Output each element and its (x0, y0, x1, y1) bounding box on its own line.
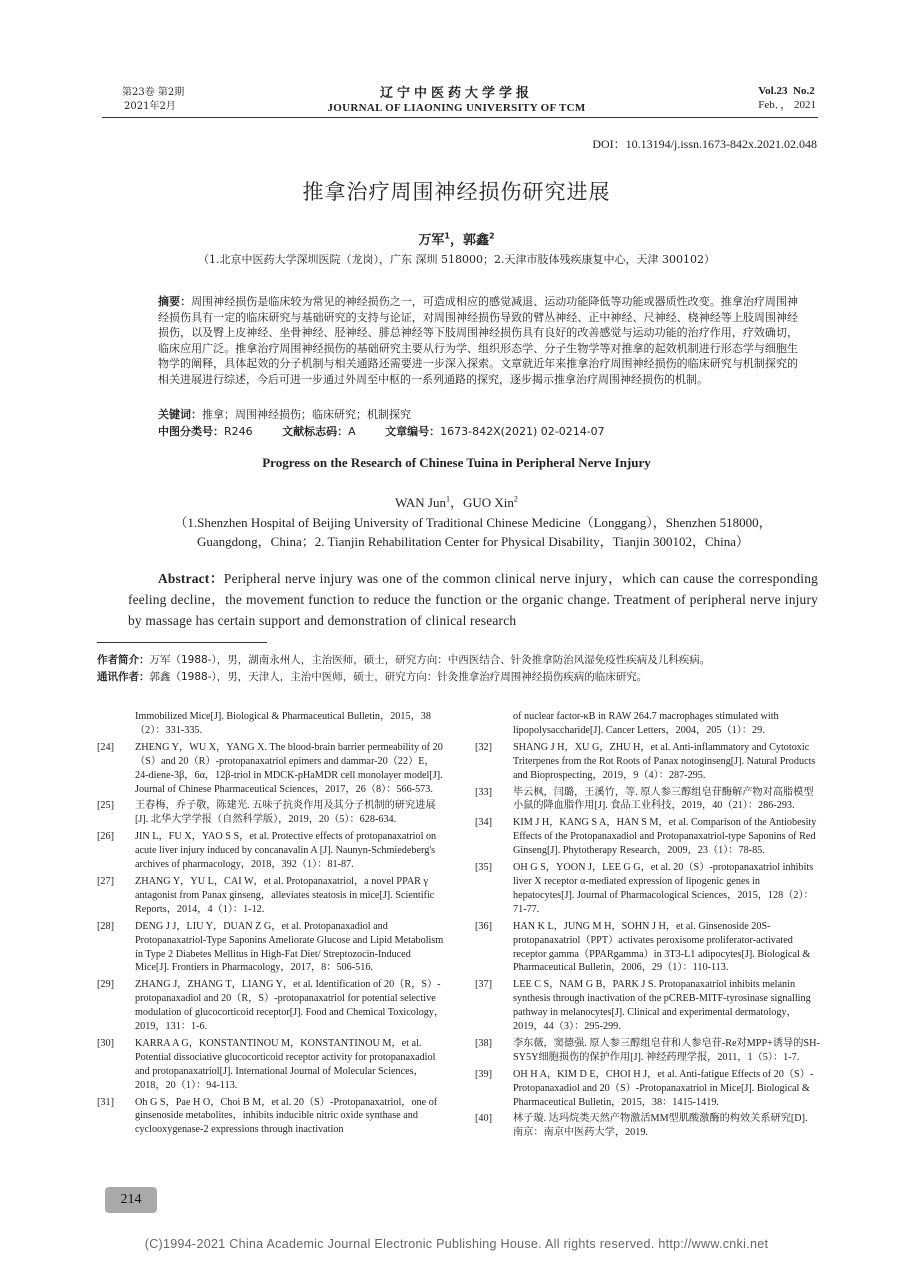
reference-item (475, 786, 820, 814)
abstract-en (128, 568, 818, 632)
article-no-label: 文章编号： (385, 425, 441, 438)
reference-item (475, 861, 820, 917)
reference-item (475, 920, 820, 976)
reference-item (475, 1037, 820, 1065)
corresponding-author-text: 郭鑫（1988-），男，天津人，主治中医师，硕士，研究方向：针灸推拿治疗周围神经损伤疾病的临床研究。 (149, 671, 648, 683)
reference-text: ZHANG J，ZHANG T，LIANG Y，et al. Identification of 20（R，S）-protopanaxadiol and 20（R，S）-protopanaxatriol for potential selective modulation of glucocorticoid receptor[J]. Food and Chemical Toxicology，2019，131：1-6. (135, 979, 445, 1033)
references-left-column (97, 710, 445, 1140)
reference-number: [35] (475, 862, 492, 874)
reference-text: OH G S，YOON J，LEE G G，et al. 20（S）-protopanaxatriol inhibits liver X receptor α-mediated expression of lipogenic genes in hepatocytes[J]. Journal of Pharmacological Sciences，2015，128（2）：71-77. (513, 862, 814, 915)
reference-number: [28] (97, 920, 114, 932)
reference-number: [29] (97, 979, 114, 991)
reference-number: [26] (97, 831, 114, 843)
title-en: Progress on the Research of Chinese Tuina in Peripheral Nerve Injury (262, 455, 651, 470)
reference-number: [40] (475, 1113, 492, 1125)
volume-en: Vol.23 (758, 85, 788, 97)
references-right-column (475, 710, 820, 1143)
author-1-cn: 万军 (418, 233, 445, 248)
footnote-rule (97, 642, 267, 643)
reference-number: [37] (475, 979, 492, 991)
article-no-value: 1673-842X(2021) 02-0214-07 (440, 425, 605, 438)
reference-text: Oh G S，Pae H O，Choi B M，et al. 20（S）-Protopanaxatriol，one of ginsenoside metabolites，inhibits inducible nitric oxide synthase and cyclooxygenase-2 expressions through inactivation (135, 1096, 438, 1136)
author-bio-label: 作者简介： (97, 654, 150, 666)
author-2-cn: 郭鑫 (463, 233, 490, 248)
reference-text: ZHANG Y，YU L，CAI W，et al. Protopanaxatriol，a novel PPAR γ antagonist from Panax ginseng，alleviates steatosis in mice[J]. Scientific Reports，2014，4（1）：1-12. (135, 875, 435, 915)
doc-code-label: 文献标志码： (282, 425, 349, 438)
reference-text: 林子璇. 达玛烷类天然产物激活MM型肌酸激酶的构效关系研究[D]. 南京：南京中医药大学，2019. (513, 1113, 808, 1139)
reference-text: KARRA A G，KONSTANTINOU M，KONSTANTINOU M，et al. Potential dissociative glucocorticoid receptor activity for protopanaxadiol and protopanaxatriol[J]. International Journal of Molecular Sciences，2018，20（1）：94-113. (135, 1037, 436, 1091)
reference-item (475, 978, 820, 1034)
reference-number: [39] (475, 1068, 492, 1080)
author-1-en: WAN Jun (395, 495, 446, 510)
abstract-cn-text: 周围神经损伤是临床较为常见的神经损伤之一，可造成相应的感觉减退、运动功能降低等功能或器质性改变。推拿治疗周围神经损伤具有一定的临床研究与基础研究的支持与论证，对周围神经损伤导致的臂丛神经、正中神经、尺神经、桡神经等上肢周围神经损伤，以及臀上皮神经、坐骨神经、胫神经、腓总神经等下肢周围神经损伤具有良好的改善感觉与运动功能的治疗作用，疗效确切，临床应用广泛。推拿治疗周围神经损伤的基础研究主要从行为学、组织形态学、分子生物学等对推拿的起效机制进行形态学与细胞生物学的阐释，具体起效的分子机制与相关通路还需要进一步深入探索。文章就近年来推拿治疗周围神经损伤的临床研究与机制探究的相关进展进行综述，今后可进一步通过外周至中枢的一系列通路的探究，逐步揭示推拿治疗周围神经损伤的机制。 (158, 295, 798, 386)
reference-item (475, 1068, 820, 1110)
journal-name-en: JOURNAL OF LIAONING UNIVERSITY OF TCM (327, 102, 586, 114)
reference-text: HAN K L，JUNG M H，SOHN J H，et al. Ginsenoside 20S-protopanaxatriol（PPT）activates peroxisome proliferator-activated receptor gamma（PPARgamma）in 3T3-L1 adipocytes[J]. Biological & Pharmaceutical Bulletin，2006，29（1）：110-113. (513, 920, 811, 974)
date-cn: 2021年2月 (124, 101, 176, 112)
journal-name-cn: 辽宁中医药大学学报 (379, 86, 533, 101)
page-number: 214 (105, 1187, 157, 1213)
author-2-en-superscript: 2 (513, 494, 518, 504)
reference-item (97, 710, 445, 738)
reference-text: of nuclear factor-κB in RAW 264.7 macrophages stimulated with lipopolysaccharide[J]. Cancer Letters，2004，205（1）：29. (513, 711, 779, 736)
abstract-cn (158, 294, 798, 388)
classification-line (158, 423, 631, 439)
reference-text: ZHENG Y，WU X，YANG X. The blood-brain barrier permeability of 20（S）and 20（R）-protopanaxatriol epimers and dammar-20（22）E，24-diene-3β，6α，12β-triol in MDCK-pHaMDR cell monolayer model[J]. Journal of Chinese Pharmaceutical Sciences，2017，26（8）：566-573. (135, 741, 443, 795)
issue-en: No.2 (793, 85, 815, 97)
reference-item (97, 799, 445, 827)
reference-item (97, 978, 445, 1034)
reference-text: SHANG J H，XU G，ZHU H，et al. Anti-inflammatory and Cytotoxic Triterpenes from the Rot Roots of Panax notoginseng[J]. Natural Products and Bioprospecting，2019，9（4）：287-295. (513, 741, 816, 781)
reference-number: [25] (97, 800, 114, 812)
author-1-en-superscript: 1 (445, 494, 450, 504)
author-en-separator: ， (449, 495, 463, 510)
reference-text: Immobilized Mice[J]. Biological & Pharmaceutical Bulletin，2015，38（2）：331-335. (135, 711, 431, 736)
header-rule (102, 117, 818, 118)
author-2-superscript: 2 (489, 231, 495, 241)
reference-number: [31] (97, 1096, 114, 1108)
doc-code-value: A (348, 425, 356, 438)
reference-number: [34] (475, 817, 492, 829)
reference-number: [33] (475, 786, 492, 798)
abstract-en-label: Abstract： (158, 571, 224, 586)
reference-text: JIN L，FU X，YAO S S，et al. Protective effects of protopanaxatriol on acute liver injury induced by concanavalin A [J]. Naunyn-Schmiedeberg's archives of pharmacology，2018，392（1）：81-87. (135, 831, 437, 871)
author-bio (97, 652, 710, 667)
reference-text: LEE C S，NAM G B，PARK J S. Protopanaxatriol inhibits melanin synthesis through inactivation of the pCREB-MITF-tyrosinase signalling pathway in melanocytes[J]. Clinical and experimental dermatology，2019，44（3）：295-299. (513, 979, 811, 1033)
clc-value: R246 (224, 425, 253, 438)
reference-number: [24] (97, 741, 114, 753)
author-1-superscript: 1 (444, 231, 450, 241)
affiliation-cn: （1.北京中医药大学深圳医院（龙岗），广东 深圳 518000；2.天津市肢体残疾康复中心，天津 300102） (198, 253, 715, 266)
reference-number: [27] (97, 875, 114, 887)
reference-text: 毕云枫，闫璐，王溪竹，等. 原人参三醇组皂苷酶解产物对高脂模型小鼠的降血脂作用[J]. 食品工业科技，2019，40（21）：286-293. (513, 786, 814, 812)
running-header-right (758, 84, 816, 112)
reference-item (97, 830, 445, 872)
reference-text: OH H A，KIM D E，CHOI H J，et al. Anti-fatigue Effects of 20（S）-Protopanaxadiol and 20（S）-Protopanaxatriol in Mice[J]. Biological & Pharmaceutical Bulletin，2015，38：1415-1419. (513, 1068, 814, 1108)
corresponding-author (97, 669, 647, 684)
abstract-en-text: Peripheral nerve injury was one of the common clinical nerve injury，which can cause the corresponding feeling decline，the movement function to reduce the function or the organic change. Treatment of peripheral nerve injury by massage has certain support and demonstration of clinical research (128, 571, 818, 629)
reference-number: [30] (97, 1037, 114, 1049)
reference-item (475, 710, 820, 738)
reference-text: DENG J J，LIU Y，DUAN Z G，et al. Protopanaxadiol and Protopanaxatriol-Type Saponins Ameliorate Glucose and Lipid Metabolism in Type 2 Diabetes Mellitus in High-Fat Diet/ Streptozocin-Induced Mice[J]. Frontiers in Pharmacology，2017，8：506-516. (135, 920, 444, 974)
doi[interactable]: DOI：10.13194/j.issn.1673-842x.2021.02.048 (592, 137, 817, 151)
authors-cn (0, 229, 913, 248)
keywords-text: 推拿；周围神经损伤；临床研究；机制探究 (202, 408, 411, 421)
reference-item (97, 920, 445, 976)
author-bio-text: 万军（1988-），男，湖南永州人，主治医师，硕士，研究方向：中西医结合、针灸推拿防治风湿免疫性疾病及儿科疾病。 (149, 654, 711, 666)
reference-item (97, 875, 445, 917)
abstract-cn-label: 摘要： (158, 295, 192, 308)
reference-item (475, 816, 820, 858)
volume-issue-cn: 第23卷 第2期 (122, 87, 185, 98)
corresponding-author-label: 通讯作者： (97, 671, 150, 683)
reference-item (97, 741, 445, 797)
title-cn: 推拿治疗周围神经损伤研究进展 (302, 180, 611, 204)
reference-item (475, 741, 820, 783)
reference-text: KIM J H，KANG S A，HAN S M，et al. Comparison of the Antiobesity Effects of the Protopanaxadiol and Protopanaxatriol-type Saponins of Red Ginseng[J]. Phytotherapy Research，2009，23（1）：78-85. (513, 817, 817, 857)
copyright-footer: (C)1994-2021 China Academic Journal Electronic Publishing House. All rights reserved. http://www.cnki.net (144, 1237, 769, 1251)
author-separator: ， (449, 233, 463, 248)
clc-label: 中图分类号： (158, 425, 224, 438)
affiliation-en-line-1: （1.Shenzhen Hospital of Beijing University of Traditional Chinese Medicine（Longgang），Shenzhen 518000， (174, 515, 772, 530)
keywords-label: 关键词： (158, 408, 202, 421)
reference-item (475, 1112, 820, 1140)
reference-text: 李东薇，窦德强. 原人参三醇组皂苷和人参皂苷-Re对MPP+诱导的SH-SY5Y细胞损伤的保护作用[J]. 神经药理学报，2011，1（5）：1-7. (513, 1037, 820, 1063)
reference-text: 王春梅，乔子敬，陈建光. 五味子抗炎作用及其分子机制的研究进展[J]. 北华大学学报（自然科学版），2019，20（5）：628-634. (135, 800, 436, 826)
affiliation-en-line-2: Guangdong，China；2. Tianjin Rehabilitation Center for Physical Disability，Tianjin 300102，China） (197, 534, 749, 549)
affiliation-en (128, 513, 818, 551)
keywords-cn (158, 406, 411, 422)
reference-item (97, 1037, 445, 1093)
reference-item (97, 1096, 445, 1138)
author-2-en: GUO Xin (463, 495, 514, 510)
authors-en (0, 492, 913, 511)
reference-number: [36] (475, 920, 492, 932)
reference-number: [38] (475, 1037, 492, 1049)
reference-number: [32] (475, 741, 492, 753)
date-en: Feb．， 2021 (758, 99, 816, 111)
